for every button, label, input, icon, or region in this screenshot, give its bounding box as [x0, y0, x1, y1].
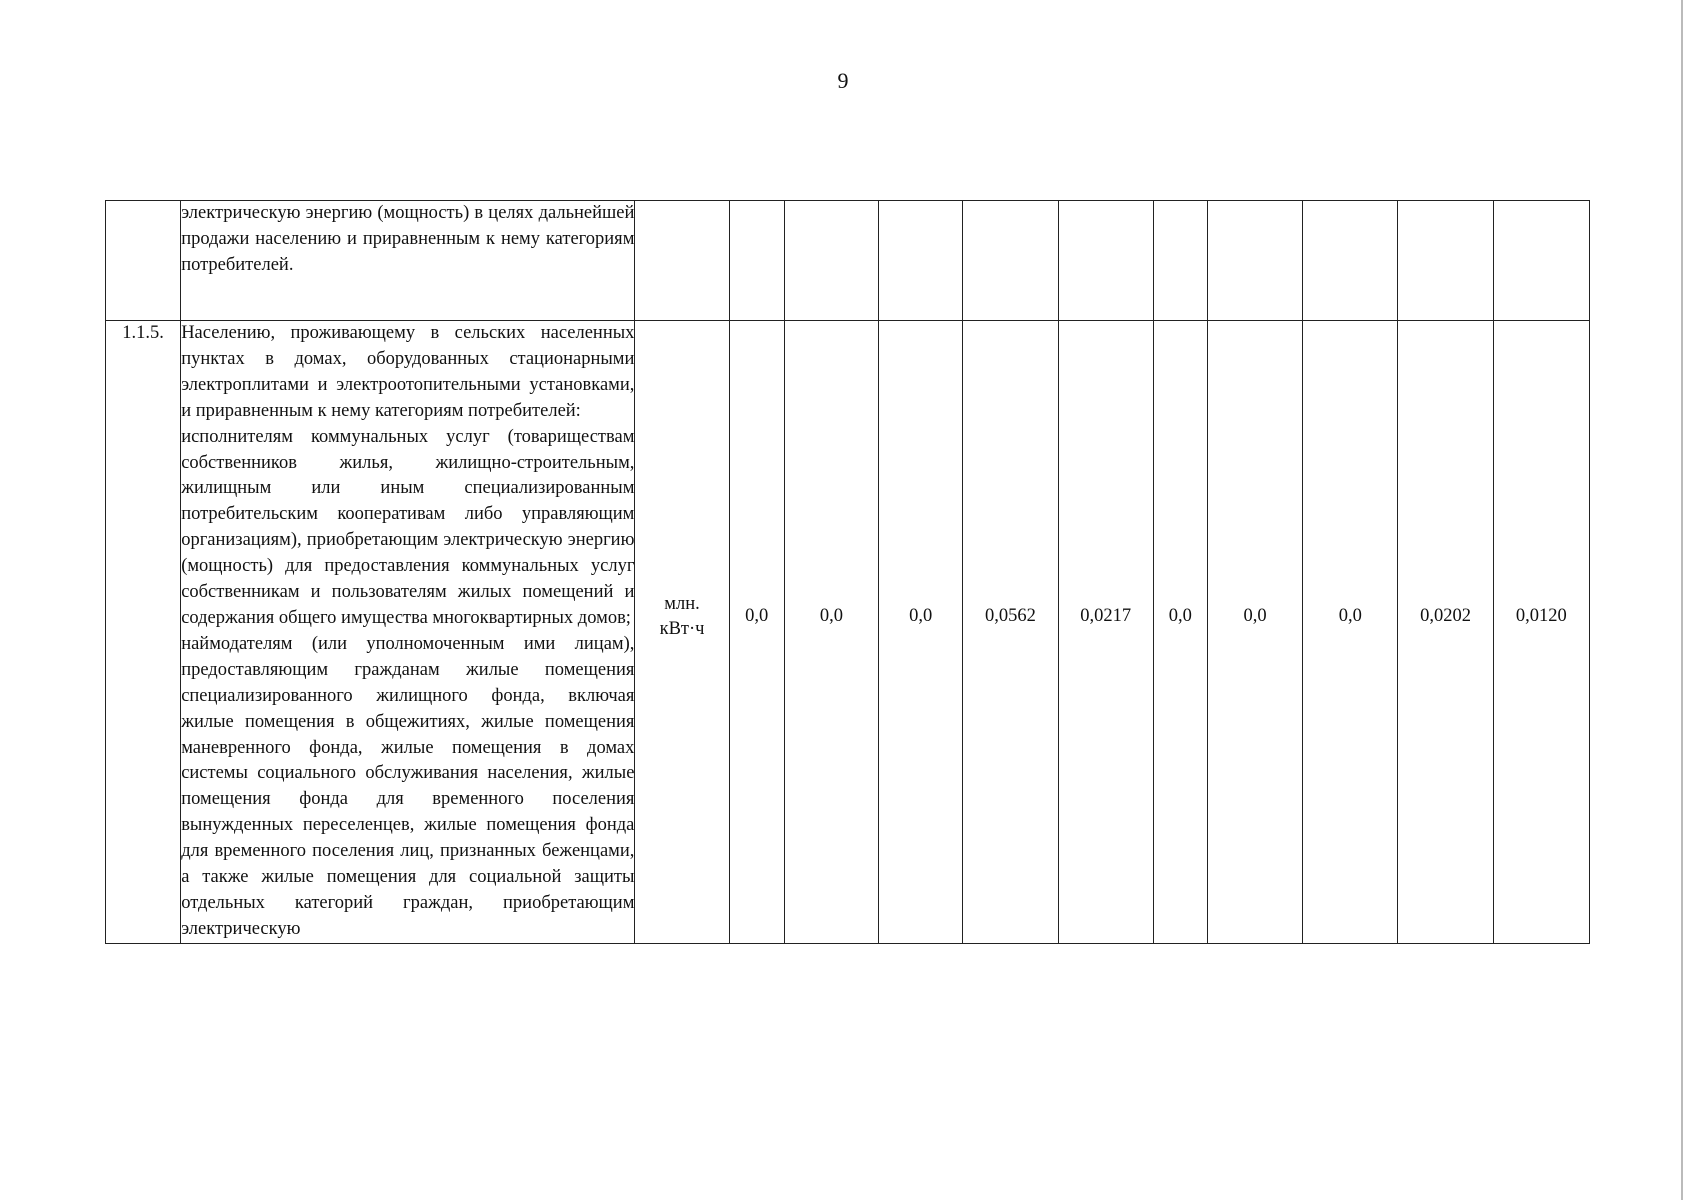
table-row [106, 201, 1590, 321]
description-paragraph: наймодателям (или уполномоченным ими лицам), предоставляющим гражданам жилые помещения специализированного жилищного фонда, включая жилые помещения в общежитиях, жилые помещения маневренного фонда, жилые помещения в домах системы социального обслуживания населения, жилые помещения фонда для временного поселения вынужденных переселенцев, жилые помещения фонда для временного поселения лиц, признанных беженцами, а также жилые помещения для социальной защиты отдельных категорий граждан, приобретающим электрическую [181, 633, 635, 939]
value-cell: 0,0 [729, 321, 784, 944]
tariff-table [105, 200, 1590, 944]
page-number: 9 [837, 68, 849, 93]
value-cell [1153, 201, 1207, 321]
value-cell: 0,0 [1303, 321, 1398, 944]
value-cell: 0,0217 [1058, 321, 1153, 944]
unit-cell [635, 201, 729, 321]
table-row [106, 321, 1590, 944]
unit-line-1: млн. [664, 593, 700, 614]
description-paragraph: исполнителям коммунальных услуг (товариществам собственников жилья, жилищно-строительным, жилищным или иным специализированным потребительским кооперативам либо управляющим организациям), приобретающим электрическую энергию (мощность) для предоставления коммунальных услуг собственникам и пользователям жилых помещений и содержания общего имущества многоквартирных домов; [181, 426, 635, 628]
value-cell: 0,0 [879, 321, 963, 944]
value-cell [1207, 201, 1302, 321]
value-cell [729, 201, 784, 321]
value-cell [1398, 201, 1493, 321]
row-description [181, 321, 635, 944]
value-cell [1303, 201, 1398, 321]
value-cell [1058, 201, 1153, 321]
unit-line-2: кВт·ч [659, 618, 705, 639]
value-cell: 0,0120 [1493, 321, 1589, 944]
value-cell: 0,0 [1153, 321, 1207, 944]
value-cell: 0,0 [784, 321, 878, 944]
value-cell: 0,0562 [963, 321, 1058, 944]
value-cell: 0,0 [1207, 321, 1302, 944]
description-paragraph: Населению, проживающему в сельских населенных пунктах в домах, оборудованных стационарными электроплитами и электроотопительными установками, и приравненным к нему категориям потребителей: [181, 323, 635, 421]
value-cell [879, 201, 963, 321]
value-cell: 0,0202 [1398, 321, 1493, 944]
row-number-cell: 1.1.5. [106, 321, 181, 944]
value-cell [963, 201, 1058, 321]
value-cell [784, 201, 878, 321]
row-description: электрическую энергию (мощность) в целях дальнейшей продажи населению и приравненным к нему категориям потребителей. [181, 201, 635, 321]
row-number-cell [106, 201, 181, 321]
page-edge-line [1681, 0, 1683, 1200]
unit-cell [635, 321, 729, 944]
value-cell [1493, 201, 1589, 321]
